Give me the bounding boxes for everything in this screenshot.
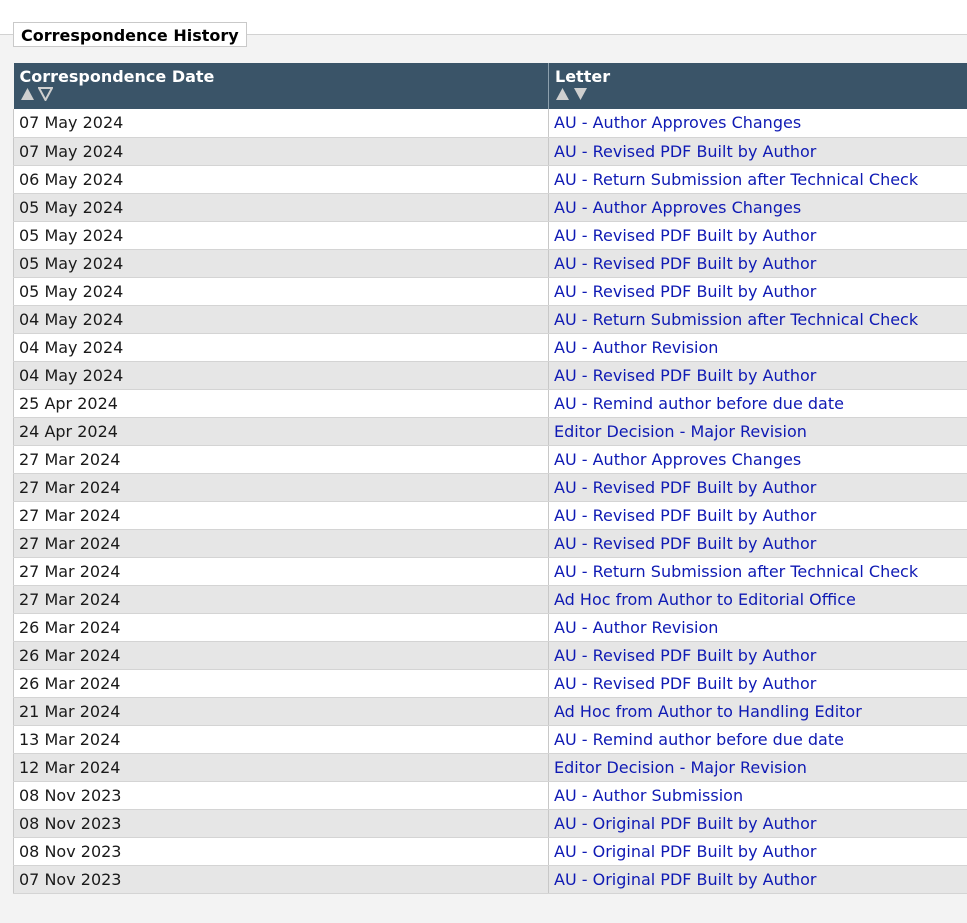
letter-cell: [549, 361, 967, 389]
letter-cell: [549, 641, 967, 669]
correspondence-date: 27 Mar 2024: [14, 445, 549, 473]
table-row: [14, 473, 967, 501]
correspondence-date: 27 Mar 2024: [14, 473, 549, 501]
letter-link[interactable]: AU - Author Approves Changes: [554, 113, 802, 133]
table-body: [14, 109, 967, 893]
letter-cell: [549, 557, 967, 585]
letter-link[interactable]: AU - Revised PDF Built by Author: [554, 673, 817, 693]
letter-cell: [549, 865, 967, 893]
letter-cell: [549, 277, 967, 305]
table-row: [14, 697, 967, 725]
letter-link[interactable]: AU - Revised PDF Built by Author: [554, 645, 817, 665]
table-header-row: [14, 63, 967, 109]
letter-cell: [549, 109, 967, 137]
table-row: [14, 361, 967, 389]
table-row: [14, 529, 967, 557]
correspondence-date: 07 May 2024: [14, 109, 549, 137]
letter-link[interactable]: AU - Author Revision: [554, 617, 719, 637]
letter-cell: [549, 585, 967, 613]
sort-descending-icon[interactable]: [573, 87, 588, 101]
correspondence-date: 25 Apr 2024: [14, 389, 549, 417]
table-row: [14, 389, 967, 417]
letter-link[interactable]: AU - Revised PDF Built by Author: [554, 225, 817, 245]
letter-link[interactable]: AU - Revised PDF Built by Author: [554, 141, 817, 161]
correspondence-date: 04 May 2024: [14, 361, 549, 389]
correspondence-date: 24 Apr 2024: [14, 417, 549, 445]
table-row: [14, 305, 967, 333]
letter-link[interactable]: AU - Revised PDF Built by Author: [554, 365, 817, 385]
correspondence-date: 26 Mar 2024: [14, 669, 549, 697]
correspondence-date: 12 Mar 2024: [14, 753, 549, 781]
letter-cell: [549, 193, 967, 221]
table-row: [14, 109, 967, 137]
table-row: [14, 221, 967, 249]
correspondence-date: 21 Mar 2024: [14, 697, 549, 725]
letter-link[interactable]: AU - Author Approves Changes: [554, 197, 802, 217]
table-row: [14, 417, 967, 445]
correspondence-date: 07 Nov 2023: [14, 865, 549, 893]
table-row: [14, 193, 967, 221]
table-row: [14, 641, 967, 669]
column-header-date: [14, 63, 549, 109]
table-row: [14, 865, 967, 893]
correspondence-date: 05 May 2024: [14, 277, 549, 305]
letter-cell: [549, 501, 967, 529]
letter-cell: [549, 669, 967, 697]
sort-ascending-icon[interactable]: [555, 87, 570, 101]
letter-link[interactable]: Editor Decision - Major Revision: [554, 421, 807, 441]
table-row: [14, 781, 967, 809]
letter-link[interactable]: AU - Revised PDF Built by Author: [554, 281, 817, 301]
column-header-letter: [549, 63, 967, 109]
table-row: [14, 249, 967, 277]
letter-cell: [549, 137, 967, 165]
letter-cell: [549, 809, 967, 837]
letter-cell: [549, 473, 967, 501]
letter-cell: [549, 837, 967, 865]
letter-sort-controls: [555, 87, 962, 103]
column-header-letter-label: Letter: [555, 67, 611, 86]
correspondence-date: 05 May 2024: [14, 193, 549, 221]
correspondence-date: 27 Mar 2024: [14, 585, 549, 613]
table-row: [14, 501, 967, 529]
correspondence-table: [13, 63, 967, 894]
letter-cell: [549, 529, 967, 557]
table-row: [14, 445, 967, 473]
table-row: [14, 585, 967, 613]
correspondence-date: 05 May 2024: [14, 249, 549, 277]
table-row: [14, 669, 967, 697]
correspondence-date: 27 Mar 2024: [14, 529, 549, 557]
correspondence-date: 27 Mar 2024: [14, 501, 549, 529]
letter-cell: [549, 613, 967, 641]
letter-link[interactable]: AU - Revised PDF Built by Author: [554, 477, 817, 497]
letter-link[interactable]: AU - Revised PDF Built by Author: [554, 253, 817, 273]
correspondence-date: 05 May 2024: [14, 221, 549, 249]
letter-link[interactable]: Ad Hoc from Author to Editorial Office: [554, 589, 856, 609]
letter-link[interactable]: AU - Original PDF Built by Author: [554, 869, 817, 889]
letter-cell: [549, 753, 967, 781]
letter-link[interactable]: AU - Return Submission after Technical Check: [554, 309, 919, 329]
letter-link[interactable]: AU - Remind author before due date: [554, 729, 844, 749]
letter-cell: [549, 697, 967, 725]
table-row: [14, 277, 967, 305]
letter-cell: [549, 221, 967, 249]
letter-link[interactable]: AU - Return Submission after Technical Check: [554, 169, 919, 189]
correspondence-date: 04 May 2024: [14, 333, 549, 361]
correspondence-date: 08 Nov 2023: [14, 837, 549, 865]
correspondence-date: 07 May 2024: [14, 137, 549, 165]
correspondence-date: 27 Mar 2024: [14, 557, 549, 585]
section-title: Correspondence History: [13, 22, 247, 47]
letter-link[interactable]: AU - Author Submission: [554, 785, 744, 805]
correspondence-date: 06 May 2024: [14, 165, 549, 193]
table-row: [14, 333, 967, 361]
table-row: [14, 613, 967, 641]
date-sort-controls: [20, 87, 543, 103]
letter-cell: [549, 305, 967, 333]
correspondence-date: 13 Mar 2024: [14, 725, 549, 753]
correspondence-date: 04 May 2024: [14, 305, 549, 333]
column-header-date-label: Correspondence Date: [19, 67, 215, 86]
letter-link[interactable]: Editor Decision - Major Revision: [554, 757, 807, 777]
letter-cell: [549, 249, 967, 277]
table-row: [14, 137, 967, 165]
letter-link[interactable]: AU - Author Approves Changes: [554, 449, 802, 469]
sort-ascending-icon[interactable]: [20, 87, 35, 101]
letter-cell: [549, 333, 967, 361]
letter-link[interactable]: AU - Remind author before due date: [554, 393, 844, 413]
letter-cell: [549, 445, 967, 473]
letter-cell: [549, 417, 967, 445]
table-row: [14, 165, 967, 193]
letter-link[interactable]: AU - Original PDF Built by Author: [554, 841, 817, 861]
letter-link[interactable]: Ad Hoc from Author to Handling Editor: [554, 701, 862, 721]
letter-cell: [549, 725, 967, 753]
table-row: [14, 557, 967, 585]
letter-cell: [549, 389, 967, 417]
correspondence-date: 08 Nov 2023: [14, 781, 549, 809]
table-row: [14, 753, 967, 781]
letter-cell: [549, 781, 967, 809]
correspondence-date: 08 Nov 2023: [14, 809, 549, 837]
correspondence-date: 26 Mar 2024: [14, 613, 549, 641]
correspondence-date: 26 Mar 2024: [14, 641, 549, 669]
table-row: [14, 809, 967, 837]
sort-descending-icon[interactable]: [38, 87, 53, 101]
letter-cell: [549, 165, 967, 193]
letter-link[interactable]: AU - Revised PDF Built by Author: [554, 533, 817, 553]
letter-link[interactable]: AU - Original PDF Built by Author: [554, 813, 817, 833]
letter-link[interactable]: AU - Return Submission after Technical Check: [554, 561, 919, 581]
letter-link[interactable]: AU - Author Revision: [554, 337, 719, 357]
table-row: [14, 837, 967, 865]
letter-link[interactable]: AU - Revised PDF Built by Author: [554, 505, 817, 525]
table-row: [14, 725, 967, 753]
